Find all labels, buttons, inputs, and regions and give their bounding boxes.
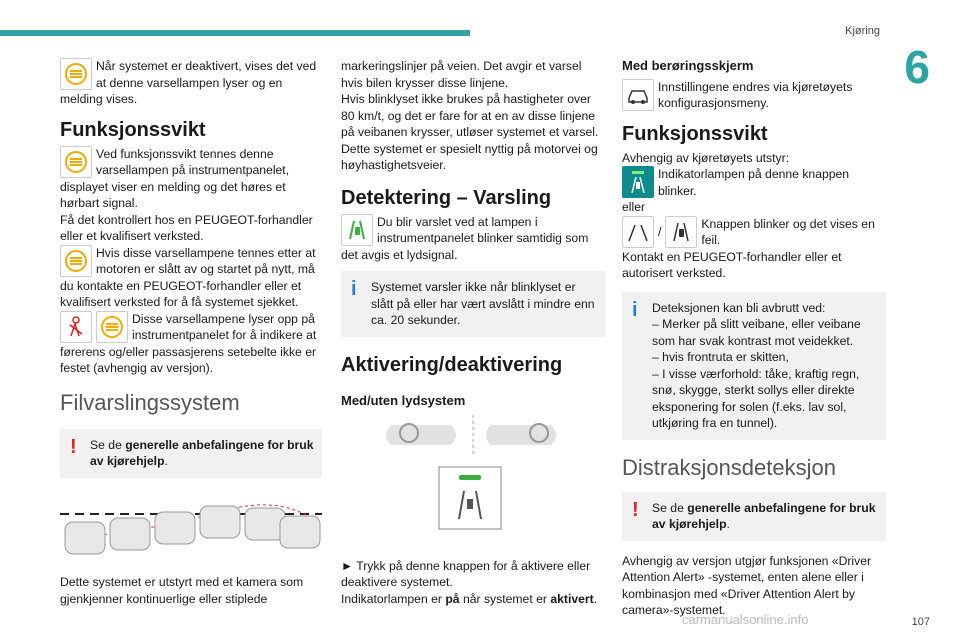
dashboard-button-illustration bbox=[341, 415, 605, 545]
text-equipment: Avhengig av kjøretøyets utstyr: bbox=[622, 150, 790, 165]
header-bar bbox=[0, 30, 470, 36]
lane-keep-icon bbox=[665, 216, 697, 248]
lane-button-lamp-icon bbox=[622, 166, 654, 198]
text-config-menu: Innstillingene endres via kjøretøyets konfigurasjonsmeny. bbox=[658, 79, 853, 110]
column-3 bbox=[622, 58, 886, 619]
exclamation-icon-2: ! bbox=[632, 498, 639, 521]
info-icon: i bbox=[351, 278, 357, 300]
info-note-2 bbox=[622, 292, 886, 440]
column-2 bbox=[341, 58, 605, 607]
heading-touchscreen: Med berøringsskjerm bbox=[622, 58, 754, 73]
indicator-activated: aktivert bbox=[550, 591, 594, 606]
lane-keep-green-icon bbox=[341, 214, 373, 246]
section-name: Kjøring bbox=[845, 25, 880, 37]
lane-lines-icon bbox=[622, 216, 654, 248]
warning2-bold: generelle anbefalingene for bruk av kjørehjelp bbox=[652, 500, 876, 531]
lane-warning-lamp-icon bbox=[60, 146, 92, 178]
text-press-button: ► Trykk på denne knappen for å aktivere eller deaktivere systemet. bbox=[341, 558, 591, 589]
text-check-dealer: Få det kontrollert hos en PEUGEOT-forhandler eller et kvalifisert verksted. bbox=[60, 212, 313, 243]
heading-distraksjon: Distraksjonsdeteksjon bbox=[622, 454, 836, 480]
warning-text-bold: generelle anbefalingene for bruk av kjørehjelp bbox=[90, 437, 314, 468]
lane-departure-illustration bbox=[60, 492, 322, 562]
indicator-post: . bbox=[593, 591, 598, 606]
text-blinker: Hvis blinklyset ikke brukes på hastigheter over 80 km/t, og det er fare for at en av disse linjene på veibanen krysser, utløser systemet et varsel. Dette systemet er spesielt nyttig på motorvei og høyhastighetsveier. bbox=[341, 92, 599, 172]
exclamation-icon: ! bbox=[70, 435, 77, 458]
text-eller: eller bbox=[622, 200, 646, 214]
indicator-on: på bbox=[445, 591, 460, 606]
warning-note-2 bbox=[622, 492, 886, 541]
indicator-pre: Indikatorlampen er bbox=[341, 591, 446, 606]
heading-funksjonssvikt-1: Funksjonssvikt bbox=[60, 118, 206, 141]
warning-text-pre: Se de bbox=[90, 437, 126, 452]
text-lamp-blinks: Indikatorlampen på denne knappen blinker. bbox=[658, 167, 850, 198]
heading-aktivering: Aktivering/deaktivering bbox=[341, 353, 563, 376]
note-intro: Deteksjonen kan bli avbrutt ved: bbox=[652, 300, 826, 315]
heading-lydsystem: Med/uten lydsystem bbox=[341, 392, 466, 408]
lane-warning-lamp-icon-2 bbox=[60, 245, 92, 277]
text-camera: Dette systemet er utstyrt med et kamera som gjenkjenner kontinuerlige eller stiplede bbox=[60, 575, 304, 606]
chapter-number: 6 bbox=[904, 41, 930, 93]
note-item-3: – I visse værforhold: tåke, kraftig regn, snø, skygge, sterkt sollys eller direkte eksponering for solen (f.eks. lav sol, utkjøring fra en tunnel). bbox=[652, 366, 860, 430]
indicator-mid: når systemet er bbox=[459, 591, 551, 606]
column-1 bbox=[60, 58, 322, 607]
warning-text-post: . bbox=[164, 454, 168, 468]
seatbelt-warning-icon bbox=[60, 311, 92, 343]
info-note-text: Systemet varsler ikke når blinklyset er slått på eller har vært avslått i mindre enn ca. 20 sekunder. bbox=[371, 280, 595, 327]
info-note bbox=[341, 271, 605, 337]
text-fault: Ved funksjonssvikt tennes denne varsellampen på instrumentpanelet, displayet viser en melding og det høres et hørbart signal. bbox=[60, 146, 290, 210]
text-alert: Du blir varslet ved at lampen i instrumentpanelet blinker samtidig som det avgis et lydsignal. bbox=[341, 214, 589, 262]
watermark: carmanualsonline.info bbox=[682, 612, 809, 627]
warning2-post: . bbox=[726, 517, 730, 531]
text-deactivated: Når systemet er deaktivert, vises det ved at denne varsellampen lyser og en melding vises. bbox=[60, 59, 317, 106]
slash: / bbox=[658, 224, 662, 239]
lane-departure-off-warning-icon bbox=[60, 58, 92, 90]
page-number: 107 bbox=[911, 616, 930, 628]
lane-lamp-icon-3 bbox=[96, 311, 128, 343]
note-item-2: – hvis frontruta er skitten, bbox=[652, 350, 789, 364]
warning2-pre: Se de bbox=[652, 500, 688, 515]
text-restart: Hvis disse varsellampene tennes etter at motoren er slått av og startet på nytt, må du kontakte en PEUGEOT-forhandler eller et kvalifisert verksted for å få systemet sjekket. bbox=[60, 245, 316, 309]
text-driver-attention: Avhengig av versjon utgjør funksjonen «Driver Attention Alert» -systemet, enten alene eller i kombinasjon med «Driver Attention Alert by camera»-systemet. bbox=[622, 553, 872, 617]
text-button-fault: Knappen blinker og det vises en feil. bbox=[701, 216, 875, 247]
text-indicator bbox=[341, 591, 605, 608]
text-seatbelt: Disse varsellampene lyser opp på instrumentpanelet for å indikere at førerens og/eller passasjerens setebelte ikke er festet (avhengig av versjon). bbox=[60, 311, 317, 375]
note-item-1: – Merker på slitt veibane, eller veibane som har svak kontrast mot veidekket. bbox=[652, 317, 861, 348]
text-markings: markeringslinjer på veien. Det avgir et varsel hvis bilen krysser disse linjene. bbox=[341, 59, 582, 90]
text-contact-dealer: Kontakt en PEUGEOT-forhandler eller et autorisert verksted. bbox=[622, 249, 842, 280]
car-settings-icon bbox=[622, 79, 654, 111]
heading-funksjonssvikt-2: Funksjonssvikt bbox=[622, 122, 768, 145]
heading-filvarsling: Filvarslingssystem bbox=[60, 389, 240, 415]
warning-note bbox=[60, 429, 322, 478]
info-icon-2: i bbox=[632, 298, 638, 321]
heading-detektering: Detektering – Varsling bbox=[341, 186, 552, 209]
